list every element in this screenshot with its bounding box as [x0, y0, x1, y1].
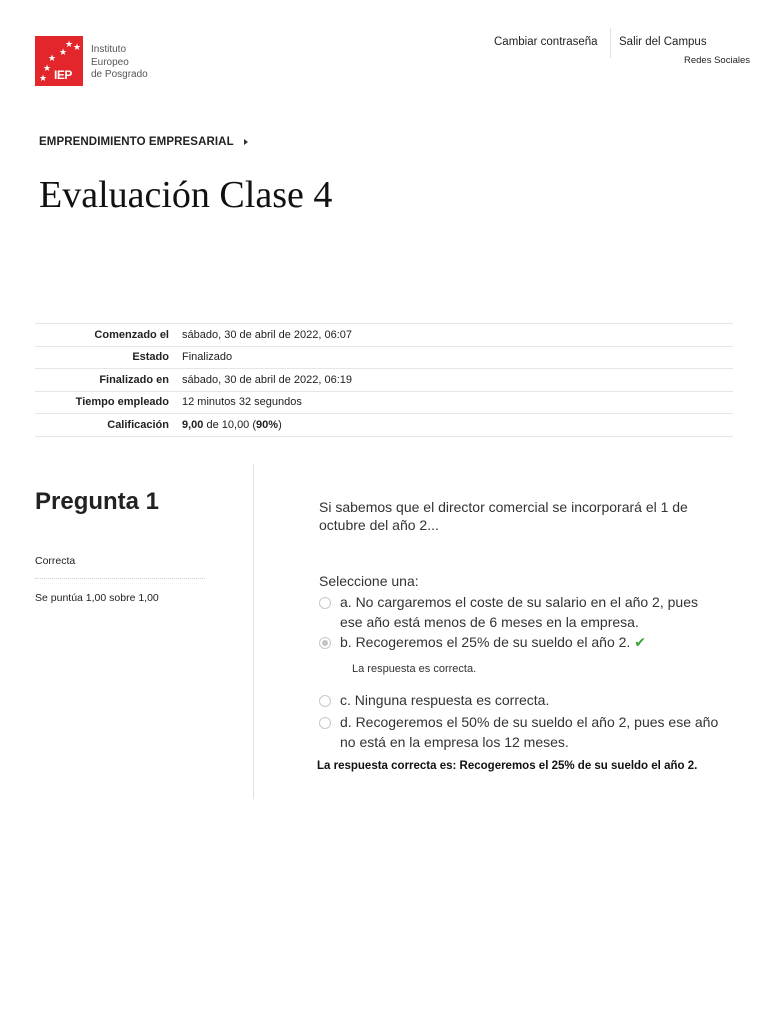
radio-button[interactable] — [319, 717, 331, 729]
change-password-link[interactable]: Cambiar contraseña — [494, 36, 598, 48]
summary-row-finished — [35, 369, 733, 392]
star-icon: ★ — [48, 53, 57, 63]
answer-option-label: b. Recogeremos el 25% de su sueldo el año 2. — [340, 634, 631, 650]
summary-value — [169, 419, 282, 431]
grade-percent: 90% — [256, 418, 279, 431]
radio-button-selected[interactable] — [319, 637, 331, 649]
question-text: Si sabemos que el director comercial se incorporará el 1 de octubre del año 2... — [319, 499, 688, 533]
radio-button[interactable] — [319, 695, 331, 707]
summary-value: 12 minutos 32 segundos — [182, 396, 302, 409]
attempt-summary-table — [35, 323, 733, 437]
page-title: Evaluación Clase 4 — [39, 174, 333, 216]
summary-value: sábado, 30 de abril de 2022, 06:07 — [182, 328, 353, 341]
top-links-divider — [610, 28, 611, 58]
question-title: Pregunta 1 — [35, 488, 160, 515]
summary-label: Comenzado el — [94, 328, 169, 341]
select-prompt: Seleccione una: — [319, 573, 419, 589]
answer-option-a[interactable] — [319, 592, 719, 632]
radio-button[interactable] — [319, 597, 331, 609]
grade-of: de 10,00 ( — [206, 418, 257, 431]
summary-label: Finalizado en — [99, 373, 169, 386]
star-icon: ★ — [59, 47, 68, 57]
right-answer: La respuesta correcta es: Recogeremos el 25% de su sueldo el año 2. — [317, 760, 698, 772]
breadcrumb[interactable] — [39, 136, 248, 148]
answer-feedback: La respuesta es correcta. — [352, 663, 477, 675]
iep-logo-mark — [35, 36, 83, 86]
summary-value: sábado, 30 de abril de 2022, 06:19 — [182, 373, 353, 386]
summary-value: Finalizado — [182, 351, 233, 364]
grade-value: 9,00 — [182, 418, 204, 431]
checkmark-icon: ✔ — [634, 634, 647, 650]
social-networks-link[interactable]: Redes Sociales — [683, 55, 750, 66]
summary-label: Calificación — [107, 418, 169, 431]
answer-option-label: a. No cargaremos el coste de su salario en el año 2, pues ese año está menos de 6 meses en la empresa. — [340, 594, 698, 630]
logo-line: Instituto — [91, 44, 127, 55]
question-grade: Se puntúa 1,00 sobre 1,00 — [35, 592, 159, 604]
question-info-separator — [35, 578, 205, 579]
logo-line: de Posgrado — [91, 69, 148, 80]
summary-row-grade — [35, 414, 733, 437]
answer-option-c[interactable] — [319, 690, 719, 710]
caret-right-icon — [244, 139, 248, 145]
star-icon: ★ — [65, 39, 74, 49]
summary-row-started — [35, 324, 733, 347]
summary-row-time — [35, 392, 733, 415]
summary-label: Estado — [132, 351, 169, 364]
logo-line: Europeo — [91, 56, 129, 68]
answer-option-d[interactable] — [319, 712, 719, 752]
answer-option-b[interactable] — [319, 632, 719, 652]
summary-row-state — [35, 347, 733, 370]
logo-text — [91, 36, 148, 88]
grade-close: ) — [278, 418, 282, 431]
breadcrumb-course[interactable]: EMPRENDIMIENTO EMPRESARIAL — [39, 136, 234, 148]
star-icon: ★ — [73, 42, 82, 52]
star-icon: ★ — [43, 63, 52, 73]
star-icon: ★ — [39, 73, 48, 83]
question-divider — [253, 464, 254, 799]
answer-option-label: c. Ninguna respuesta es correcta. — [340, 692, 550, 708]
summary-label: Tiempo empleado — [75, 396, 169, 409]
answer-option-label: d. Recogeremos el 50% de su sueldo el año 2, pues ese año no está en la empresa los 12 meses. — [340, 714, 719, 750]
question-state: Correcta — [35, 555, 76, 567]
iep-logo[interactable] — [35, 36, 175, 88]
exit-campus-link[interactable]: Salir del Campus — [619, 36, 707, 48]
logo-mark-text: IEP — [54, 68, 72, 82]
